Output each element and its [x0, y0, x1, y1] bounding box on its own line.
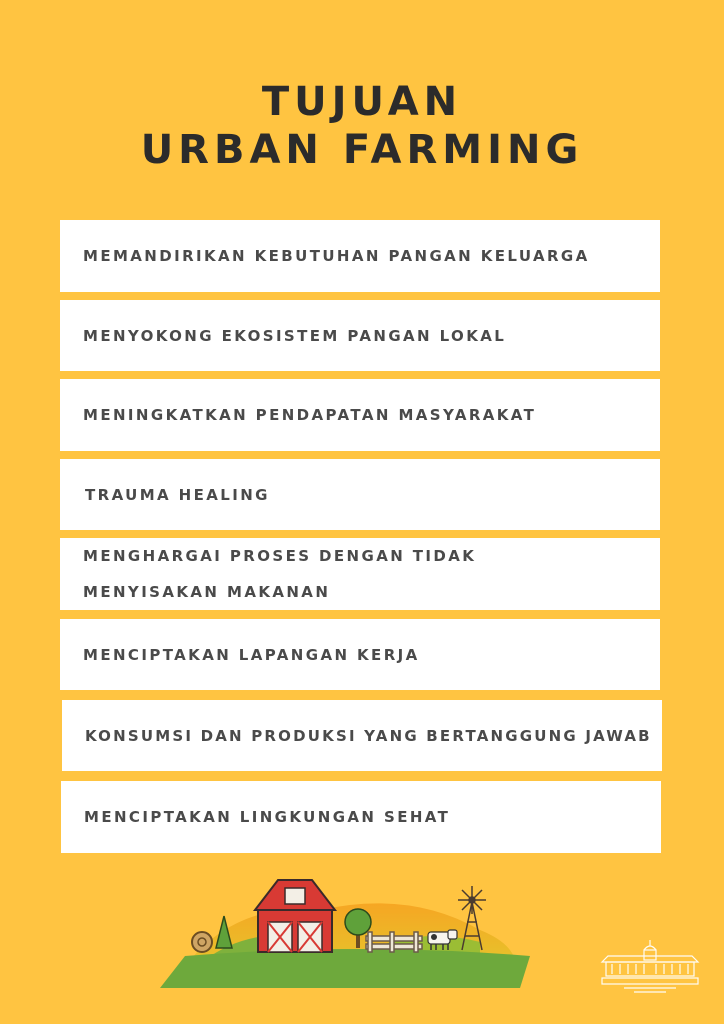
goal-text: MEMANDIRIKAN KEBUTUHAN PANGAN KELUARGA — [83, 247, 590, 265]
ground — [160, 949, 530, 988]
farm-scene-illustration — [150, 860, 570, 1000]
goal-card-6 — [60, 619, 660, 690]
barn-icon — [255, 880, 335, 952]
goal-text: KONSUMSI DAN PRODUKSI YANG BERTANGGUNG JAWAB — [85, 726, 652, 745]
title-line-2: URBAN FARMING — [140, 127, 584, 173]
goal-text: MENGHARGAI PROSES DENGAN TIDAK MENYISAKAN MAKANAN — [83, 547, 477, 601]
page-title — [0, 78, 724, 174]
goal-card-4 — [60, 459, 660, 530]
goal-card-1 — [60, 220, 660, 292]
building-logo — [594, 936, 706, 996]
goal-text: MENYOKONG EKOSISTEM PANGAN LOKAL — [83, 326, 507, 345]
goal-card-5 — [60, 538, 660, 610]
goal-text: MENINGKATKAN PENDAPATAN MASYARAKAT — [83, 406, 537, 424]
title-line-1: TUJUAN — [261, 79, 463, 125]
goal-card-3 — [60, 379, 660, 451]
goal-card-7 — [62, 700, 662, 771]
goal-card-2 — [60, 300, 660, 371]
goal-card-8 — [61, 781, 661, 853]
goal-text: MENCIPTAKAN LINGKUNGAN SEHAT — [84, 808, 451, 826]
hay-bale-icon — [192, 932, 212, 952]
goal-text: TRAUMA HEALING — [85, 485, 270, 504]
goal-text: MENCIPTAKAN LAPANGAN KERJA — [83, 645, 420, 664]
